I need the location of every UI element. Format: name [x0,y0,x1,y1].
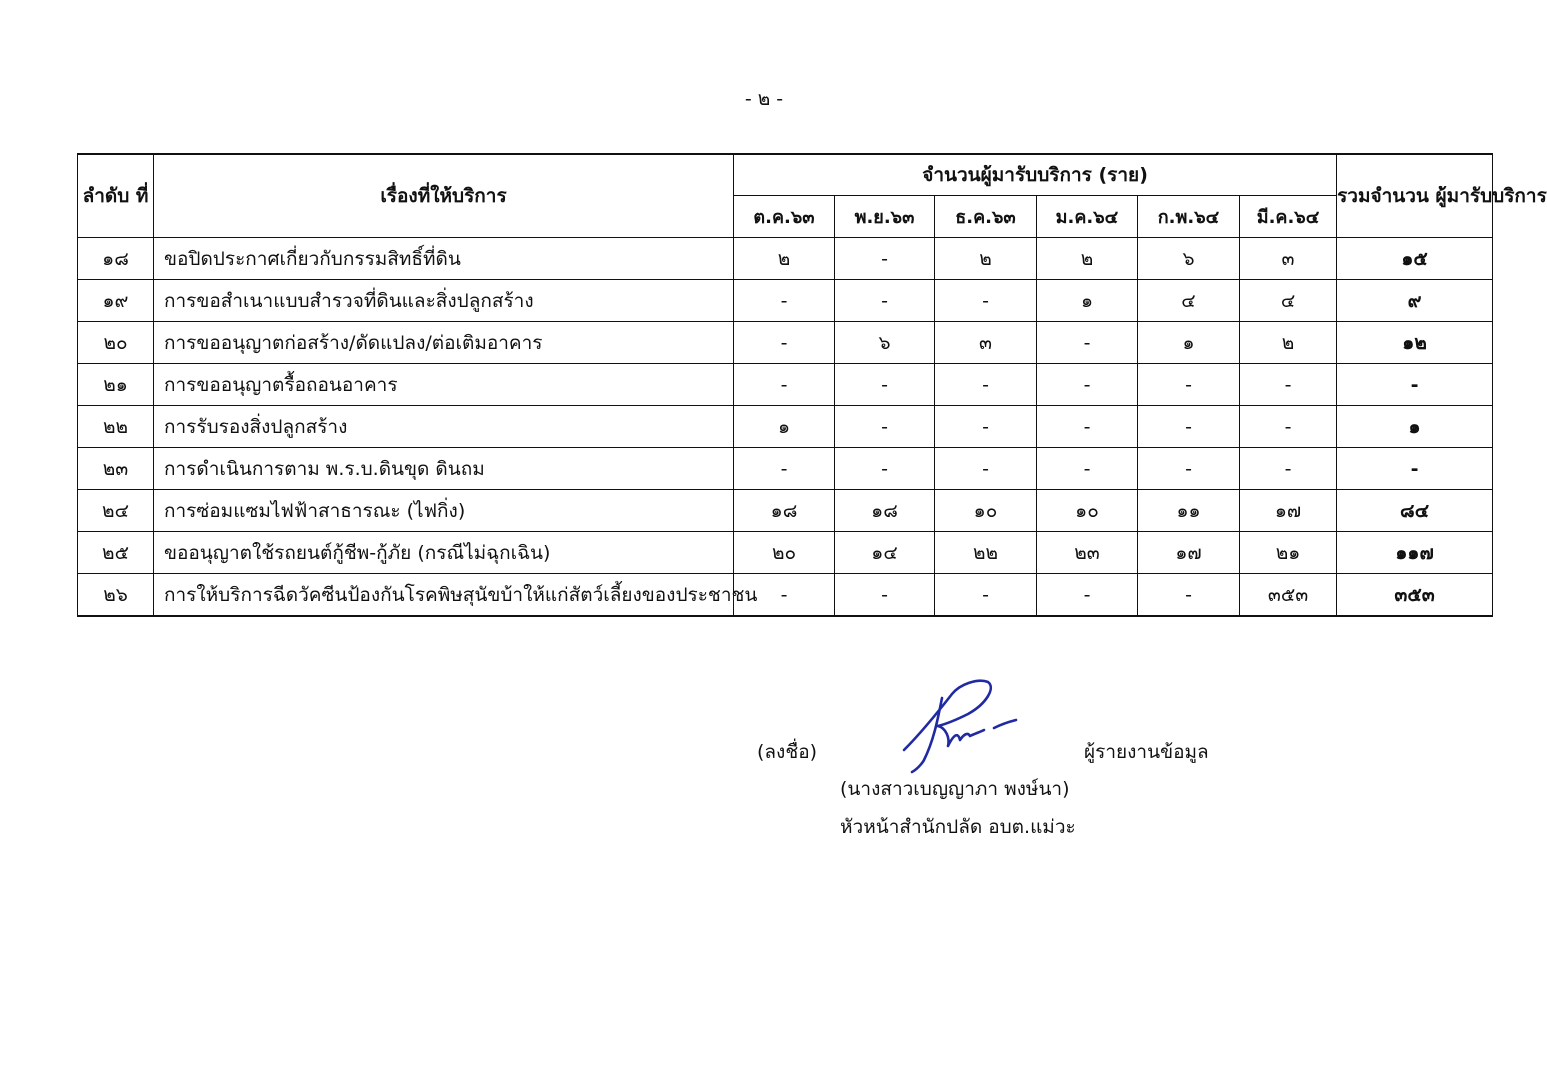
header-total: รวมจำนวน ผู้มารับบริการ [1337,154,1493,238]
month-count-cell: ๓๕๓ [1240,574,1337,617]
table-body [78,238,1493,617]
header-month: ม.ค.๖๔ [1037,196,1138,238]
header-month: ธ.ค.๖๓ [935,196,1037,238]
month-count-cell: - [1138,364,1240,406]
month-count-cell: - [935,406,1037,448]
month-count-cell: - [1037,448,1138,490]
total-cell: ๙ [1337,280,1493,322]
total-cell: ๘๔ [1337,490,1493,532]
month-count-cell: - [1240,364,1337,406]
month-count-cell: - [734,322,835,364]
row-number: ๒๑ [78,364,154,406]
month-count-cell: - [935,574,1037,617]
signer-position: หัวหน้าสำนักปลัด อบต.แม่วะ [840,816,1076,838]
table-row [78,574,1493,617]
month-count-cell: ๑๐ [935,490,1037,532]
signature-label: (ลงชื่อ) [757,741,818,763]
service-report-table [77,153,1547,617]
month-count-cell: ๑๘ [734,490,835,532]
row-number: ๒๖ [78,574,154,617]
total-cell: ๑๑๗ [1337,532,1493,574]
month-count-cell: - [734,574,835,617]
month-count-cell: ๑๗ [1138,532,1240,574]
month-count-cell: - [835,238,935,280]
month-count-cell: ๑๑ [1138,490,1240,532]
header-month: พ.ย.๖๓ [835,196,935,238]
total-cell: ๑๒ [1337,322,1493,364]
row-number: ๑๙ [78,280,154,322]
month-count-cell: ๑๘ [835,490,935,532]
row-number: ๑๘ [78,238,154,280]
total-cell: - [1337,364,1493,406]
signature-role: ผู้รายงานข้อมูล [1084,741,1209,763]
month-count-cell: ๔ [1138,280,1240,322]
month-count-cell: ๑ [1037,280,1138,322]
header-topic: เรื่องที่ให้บริการ [154,154,734,238]
table-header [78,154,1547,238]
service-topic: การขออนุญาตก่อสร้าง/ดัดแปลง/ต่อเติมอาคาร [154,322,734,364]
month-count-cell: - [835,406,935,448]
month-count-cell: - [835,448,935,490]
month-count-cell: ๒๑ [1240,532,1337,574]
table-row [78,490,1493,532]
row-number: ๒๒ [78,406,154,448]
month-count-cell: ๒๐ [734,532,835,574]
service-topic: การให้บริการฉีดวัคซีนป้องกันโรคพิษสุนัขบ้าให้แก่สัตว์เลี้ยงของประชาชน [154,574,734,617]
service-topic: การขออนุญาตรื้อถอนอาคาร [154,364,734,406]
service-topic: การดำเนินการตาม พ.ร.บ.ดินขุด ดินถม [154,448,734,490]
month-count-cell: - [1240,406,1337,448]
month-count-cell: - [835,574,935,617]
header-month: ต.ค.๖๓ [734,196,835,238]
month-count-cell: - [935,364,1037,406]
row-number: ๒๐ [78,322,154,364]
month-count-cell: - [1138,406,1240,448]
month-count-cell: - [835,364,935,406]
month-count-cell: - [734,448,835,490]
month-count-cell: - [734,280,835,322]
month-count-cell: - [1037,322,1138,364]
table-row [78,448,1493,490]
month-count-cell: ๖ [1138,238,1240,280]
month-count-cell: ๓ [1240,238,1337,280]
month-count-cell: - [734,364,835,406]
total-cell: ๓๕๓ [1337,574,1493,617]
month-count-cell: ๑ [1138,322,1240,364]
table-row [78,406,1493,448]
header-service-count-group: จำนวนผู้มารับบริการ (ราย) [734,154,1337,196]
service-topic: การรับรองสิ่งปลูกสร้าง [154,406,734,448]
row-number: ๒๕ [78,532,154,574]
header-no: ลำดับ ที่ [78,154,154,238]
month-count-cell: ๑ [734,406,835,448]
table-row [78,322,1493,364]
service-topic: ขออนุญาตใช้รถยนต์กู้ชีพ-กู้ภัย (กรณีไม่ฉุกเฉิน) [154,532,734,574]
page-number: - ๒ - [744,88,784,110]
table-row [78,532,1493,574]
month-count-cell: - [1138,448,1240,490]
table-row [78,364,1493,406]
table-row [78,280,1493,322]
month-count-cell: - [935,448,1037,490]
month-count-cell: ๑๐ [1037,490,1138,532]
month-count-cell: ๒ [1240,322,1337,364]
service-topic: ขอปิดประกาศเกี่ยวกับกรรมสิทธิ์ที่ดิน [154,238,734,280]
month-count-cell: ๔ [1240,280,1337,322]
month-count-cell: ๓ [935,322,1037,364]
month-count-cell: ๑๔ [835,532,935,574]
total-cell: ๑๕ [1337,238,1493,280]
month-count-cell: - [1037,364,1138,406]
month-count-cell: ๖ [835,322,935,364]
month-count-cell: ๑๗ [1240,490,1337,532]
handwritten-signature [880,672,1030,782]
month-count-cell: ๒๒ [935,532,1037,574]
row-number: ๒๔ [78,490,154,532]
table-row [78,238,1493,280]
month-count-cell: - [1138,574,1240,617]
month-count-cell: ๒ [1037,238,1138,280]
service-topic: การซ่อมแซมไฟฟ้าสาธารณะ (ไฟกิ่ง) [154,490,734,532]
month-count-cell: - [835,280,935,322]
month-count-cell: - [935,280,1037,322]
month-count-cell: ๒ [734,238,835,280]
total-cell: - [1337,448,1493,490]
header-month: มี.ค.๖๔ [1240,196,1337,238]
month-count-cell: ๒ [935,238,1037,280]
month-count-cell: ๒๓ [1037,532,1138,574]
month-count-cell: - [1240,448,1337,490]
month-count-cell: - [1037,574,1138,617]
row-number: ๒๓ [78,448,154,490]
service-topic: การขอสำเนาแบบสำรวจที่ดินและสิ่งปลูกสร้าง [154,280,734,322]
header-month: ก.พ.๖๔ [1138,196,1240,238]
signer-name: (นางสาวเบญญาภา พงษ์นา) [840,778,1070,800]
total-cell: ๑ [1337,406,1493,448]
month-count-cell: - [1037,406,1138,448]
